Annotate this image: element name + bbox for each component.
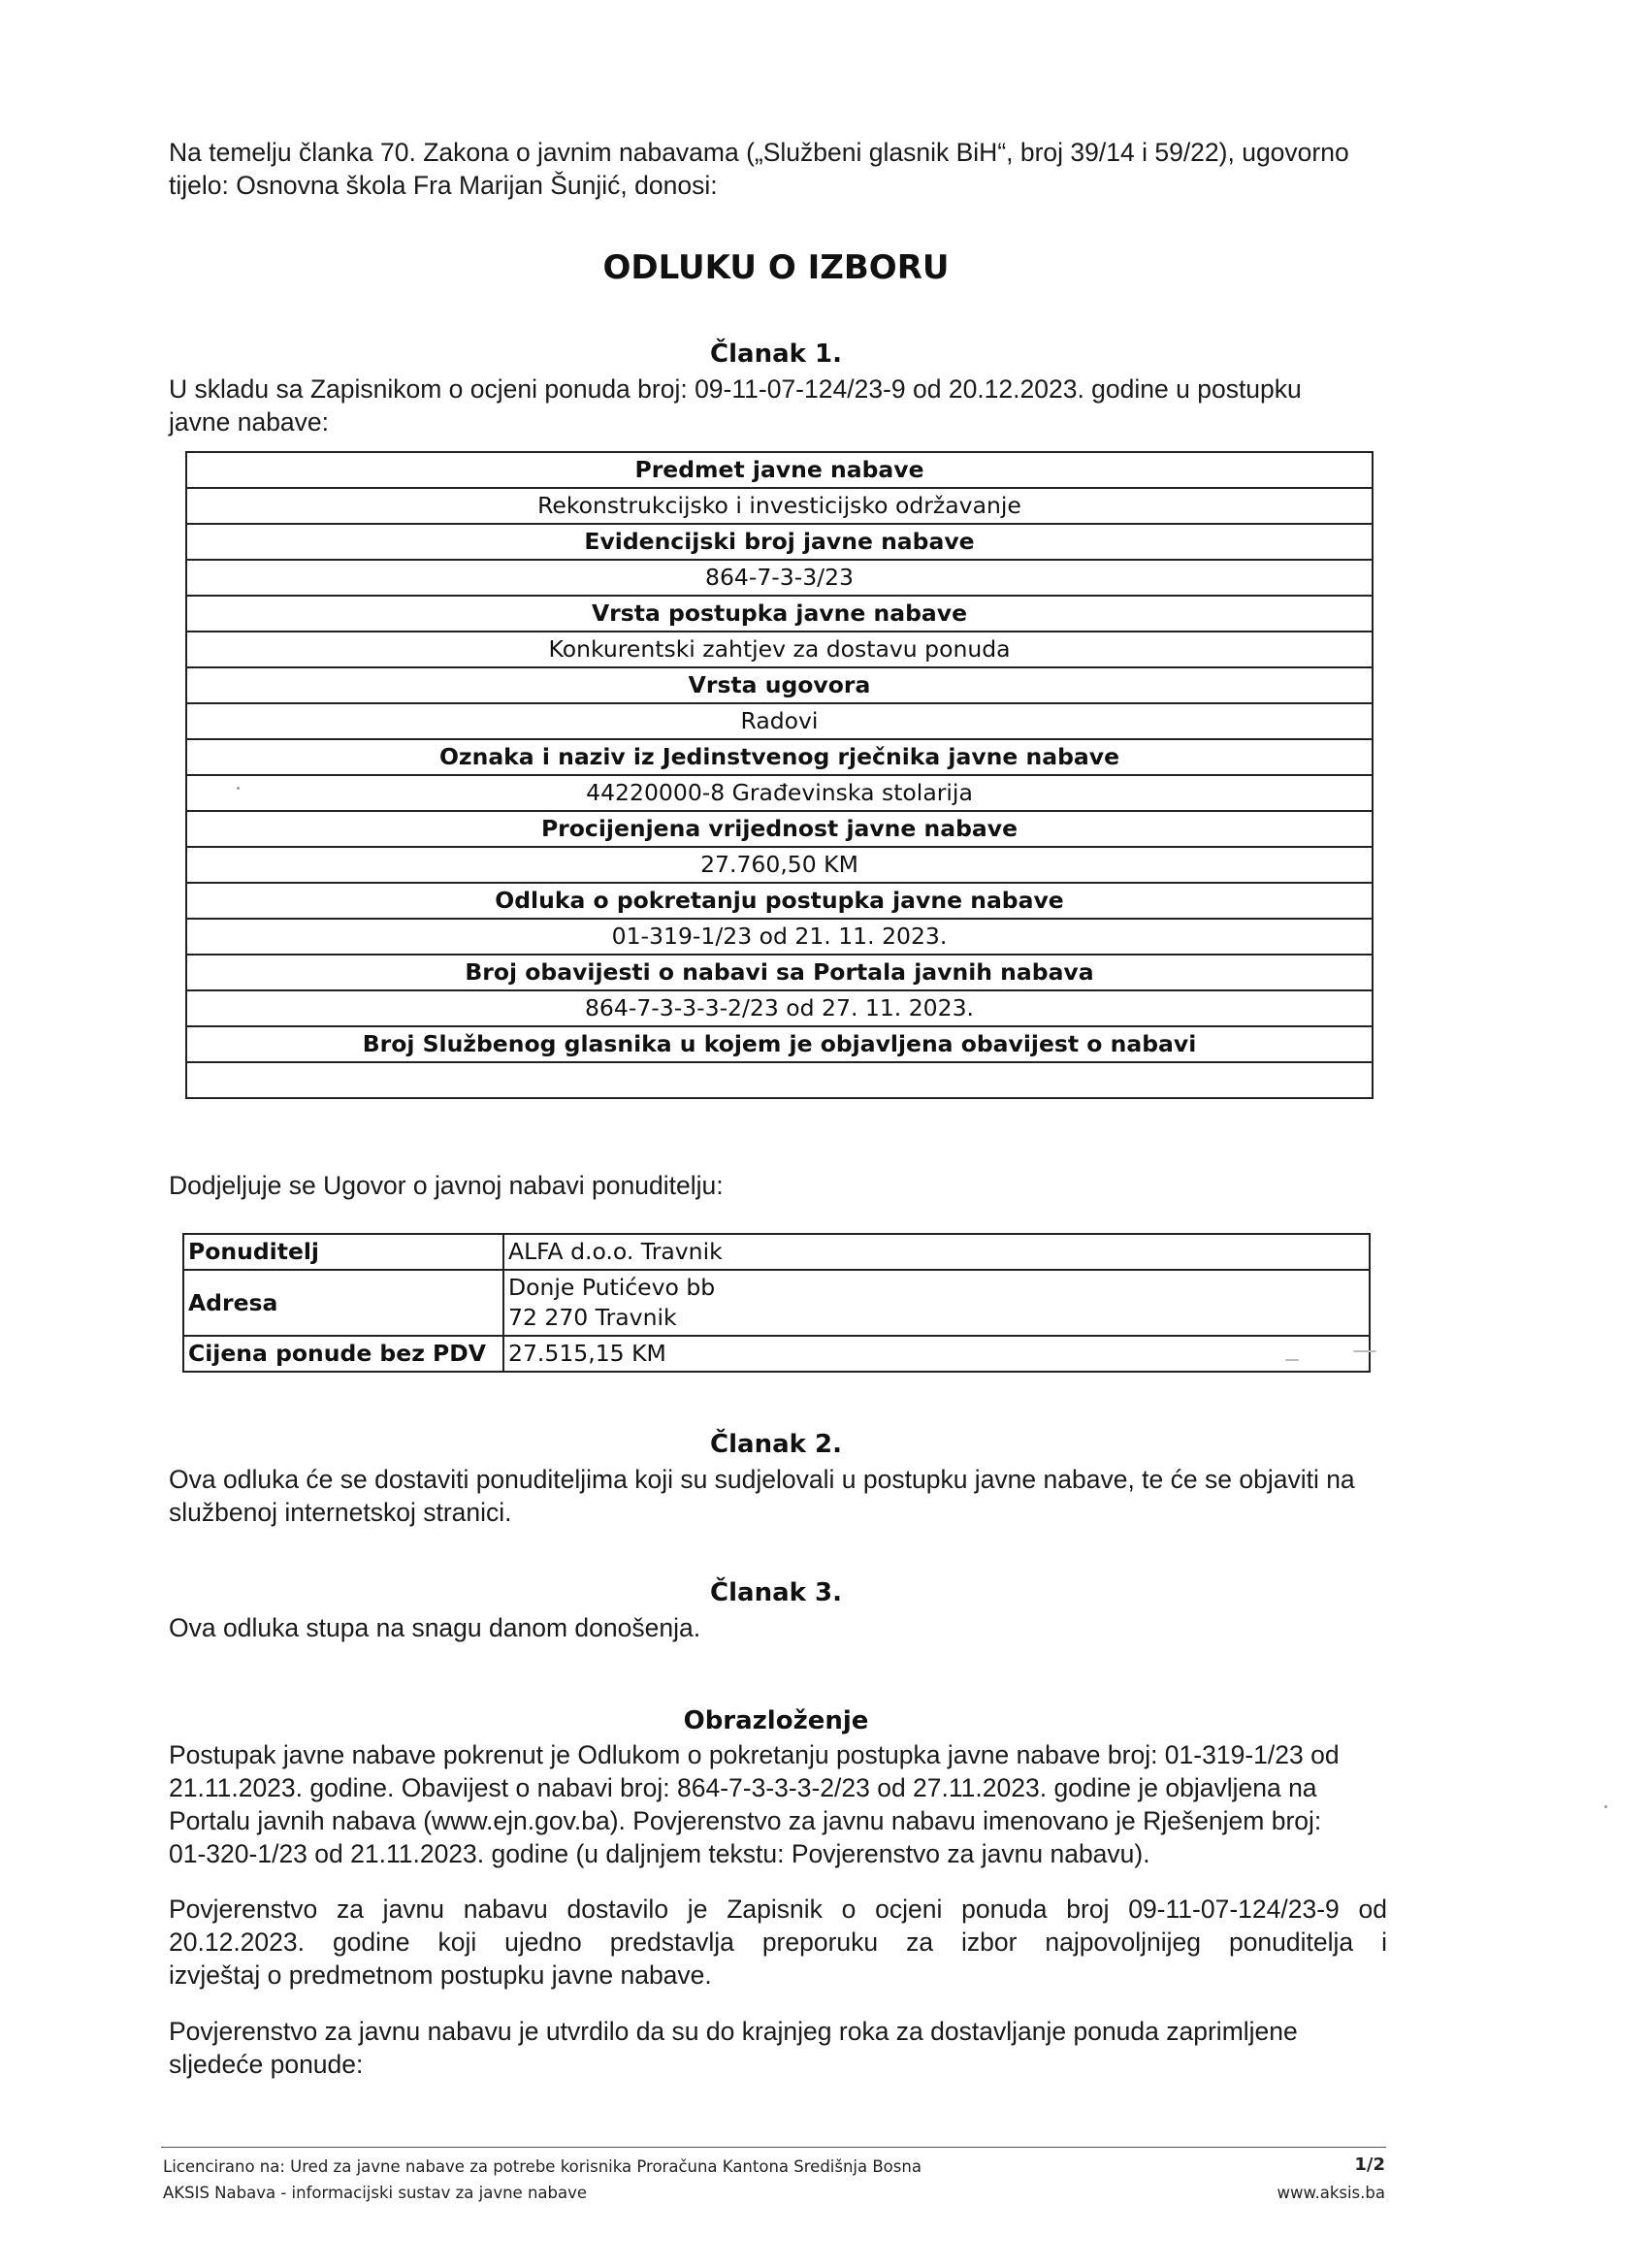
procurement-value-row [186, 632, 1373, 667]
scan-speck [1353, 1350, 1376, 1352]
preamble-line-2: tijelo: Osnovna škola Fra Marijan Šunjić, donosi: [169, 171, 718, 200]
procurement-value-row [186, 775, 1373, 811]
procurement-field-value [186, 1062, 1373, 1098]
reasoning-p3-line-2: sljedeće ponude: [169, 2050, 364, 2079]
bidder-table [182, 1233, 1371, 1373]
procurement-value-row [186, 847, 1373, 883]
reasoning-p1-line-1: Postupak javne nabave pokrenut je Odlukom o pokretanju postupka javne nabave broj: 01-319-1/23 od [169, 1740, 1340, 1769]
procurement-label-row [186, 452, 1373, 488]
procurement-field-label: Evidencijski broj javne nabave [186, 524, 1373, 560]
footer-page-number: 1/2 [1354, 2155, 1385, 2175]
award-intro: Dodjeljuje se Ugovor o javnoj nabavi ponuditelju: [169, 1171, 724, 1200]
procurement-field-value: 44220000-8 Građevinska stolarija [186, 775, 1373, 811]
procurement-field-value: 864-7-3-3/23 [186, 560, 1373, 596]
procurement-field-label: Odluka o pokretanju postupka javne nabave [186, 883, 1373, 919]
address-row [183, 1270, 1370, 1336]
procurement-label-row [186, 596, 1373, 632]
footer-website: www.aksis.ba [1277, 2184, 1385, 2202]
preamble [169, 136, 1387, 202]
procurement-label-row [186, 811, 1373, 847]
procurement-field-label: Procijenjena vrijednost javne nabave [186, 811, 1373, 847]
reasoning-p3-line-1: Povjerenstvo za javnu nabavu je utvrdilo da su do krajnjeg roka za dostavljanje ponuda zaprimljene [169, 2017, 1298, 2046]
procurement-field-value: 01-319-1/23 od 21. 11. 2023. [186, 919, 1373, 955]
procurement-value-row [186, 560, 1373, 596]
procurement-label-row [186, 667, 1373, 703]
procurement-label-row [186, 1026, 1373, 1062]
reasoning-heading: Obrazloženje [683, 1706, 869, 1735]
procurement-value-row [186, 703, 1373, 739]
reasoning-p2-line-1: Povjerenstvo za javnu nabavu dostavilo je Zapisnik o ocjeni ponuda broj 09-11-07-124/23-9 od [169, 1895, 1387, 1924]
bidder-value: ALFA d.o.o. Travnik [503, 1234, 1370, 1270]
article-1-heading: Članak 1. [710, 340, 842, 369]
address-label: Adresa [183, 1270, 503, 1336]
article-2-line-1: Ova odluka će se dostaviti ponuditeljima koji su sudjelovali u postupku javne nabave, te će se objaviti na [169, 1465, 1355, 1494]
procurement-field-label: Broj obavijesti o nabavi sa Portala javnih nabava [186, 955, 1373, 990]
article-1-intro [169, 373, 1387, 438]
article-2-line-2: službenoj internetskoj stranici. [169, 1498, 512, 1527]
article-2-heading: Članak 2. [710, 1430, 842, 1459]
address-line-1: Donje Putićevo bb [508, 1274, 716, 1301]
procurement-value-row [186, 990, 1373, 1026]
article-3-text: Ova odluka stupa na snagu danom donošenja. [169, 1613, 701, 1642]
procurement-field-label: Broj Službenog glasnika u kojem je objavljena obavijest o nabavi [186, 1026, 1373, 1062]
preamble-line-1: Na temelju članka 70. Zakona o javnim nabavama („Službeni glasnik BiH“, broj 39/14 i 59/22), ugovorno [169, 138, 1349, 167]
bidder-label: Ponuditelj [183, 1234, 503, 1270]
article-3-heading: Članak 3. [710, 1578, 842, 1607]
procurement-label-row [186, 739, 1373, 775]
reasoning-paragraph-1 [169, 1738, 1387, 1870]
procurement-field-label: Oznaka i naziv iz Jedinstvenog rječnika javne nabave [186, 739, 1373, 775]
reasoning-p2-line-2: 20.12.2023. godine koji ujedno predstavlja preporuku za izbor najpovoljnijeg ponuditelja i [169, 1928, 1387, 1957]
scan-speck [1604, 1805, 1607, 1808]
procurement-value-row [186, 1062, 1373, 1098]
reasoning-paragraph-3 [169, 2015, 1387, 2081]
footer-system: AKSIS Nabava - informacijski sustav za javne nabave [163, 2184, 588, 2202]
procurement-field-value: 864-7-3-3-3-2/23 od 27. 11. 2023. [186, 990, 1373, 1026]
address-value [503, 1270, 1370, 1336]
article-2-text [169, 1463, 1387, 1529]
procurement-label-row [186, 955, 1373, 990]
procurement-field-value: 27.760,50 KM [186, 847, 1373, 883]
procurement-value-row [186, 919, 1373, 955]
procurement-field-value: Rekonstrukcijsko i investicijsko održavanje [186, 488, 1373, 524]
procurement-label-row [186, 524, 1373, 560]
scan-speck [237, 787, 240, 790]
reasoning-p1-line-4: 01-320-1/23 od 21.11.2023. godine (u daljnjem tekstu: Povjerenstvo za javnu nabavu). [169, 1839, 1150, 1868]
procurement-field-label: Vrsta postupka javne nabave [186, 596, 1373, 632]
procurement-field-label: Predmet javne nabave [186, 452, 1373, 488]
scan-speck [1285, 1359, 1299, 1361]
procurement-field-value: Radovi [186, 703, 1373, 739]
procurement-field-label: Vrsta ugovora [186, 667, 1373, 703]
reasoning-p2-line-3: izvještaj o predmetnom postupku javne nabave. [169, 1960, 712, 1990]
reasoning-p1-line-2: 21.11.2023. godine. Obavijest o nabavi broj: 864-7-3-3-3-2/23 od 27.11.2023. godine je objavljena na [169, 1773, 1317, 1802]
document-title: ODLUKU O IZBORU [602, 248, 950, 287]
price-value: 27.515,15 KM [503, 1336, 1370, 1372]
address-line-2: 72 270 Travnik [508, 1304, 677, 1331]
article-1-intro-line-1: U skladu sa Zapisnikom o ocjeni ponuda broj: 09-11-07-124/23-9 od 20.12.2023. godine u postupku [169, 374, 1302, 404]
footer-license: Licencirano na: Ured za javne nabave za potrebe korisnika Proračuna Kantona Središnja Bosna [163, 2157, 922, 2176]
footer-divider [161, 2147, 1386, 2148]
procurement-table [185, 451, 1374, 1099]
reasoning-p1-line-3: Portalu javnih nabava (www.ejn.gov.ba). Povjerenstvo za javnu nabavu imenovano je Rješenjem broj: [169, 1806, 1322, 1835]
bidder-row [183, 1234, 1370, 1270]
procurement-field-value: Konkurentski zahtjev za dostavu ponuda [186, 632, 1373, 667]
procurement-label-row [186, 883, 1373, 919]
article-1-intro-line-2: javne nabave: [169, 407, 330, 437]
reasoning-paragraph-2 [169, 1893, 1387, 1992]
procurement-value-row [186, 488, 1373, 524]
price-row [183, 1336, 1370, 1372]
price-label: Cijena ponude bez PDV [183, 1336, 503, 1372]
